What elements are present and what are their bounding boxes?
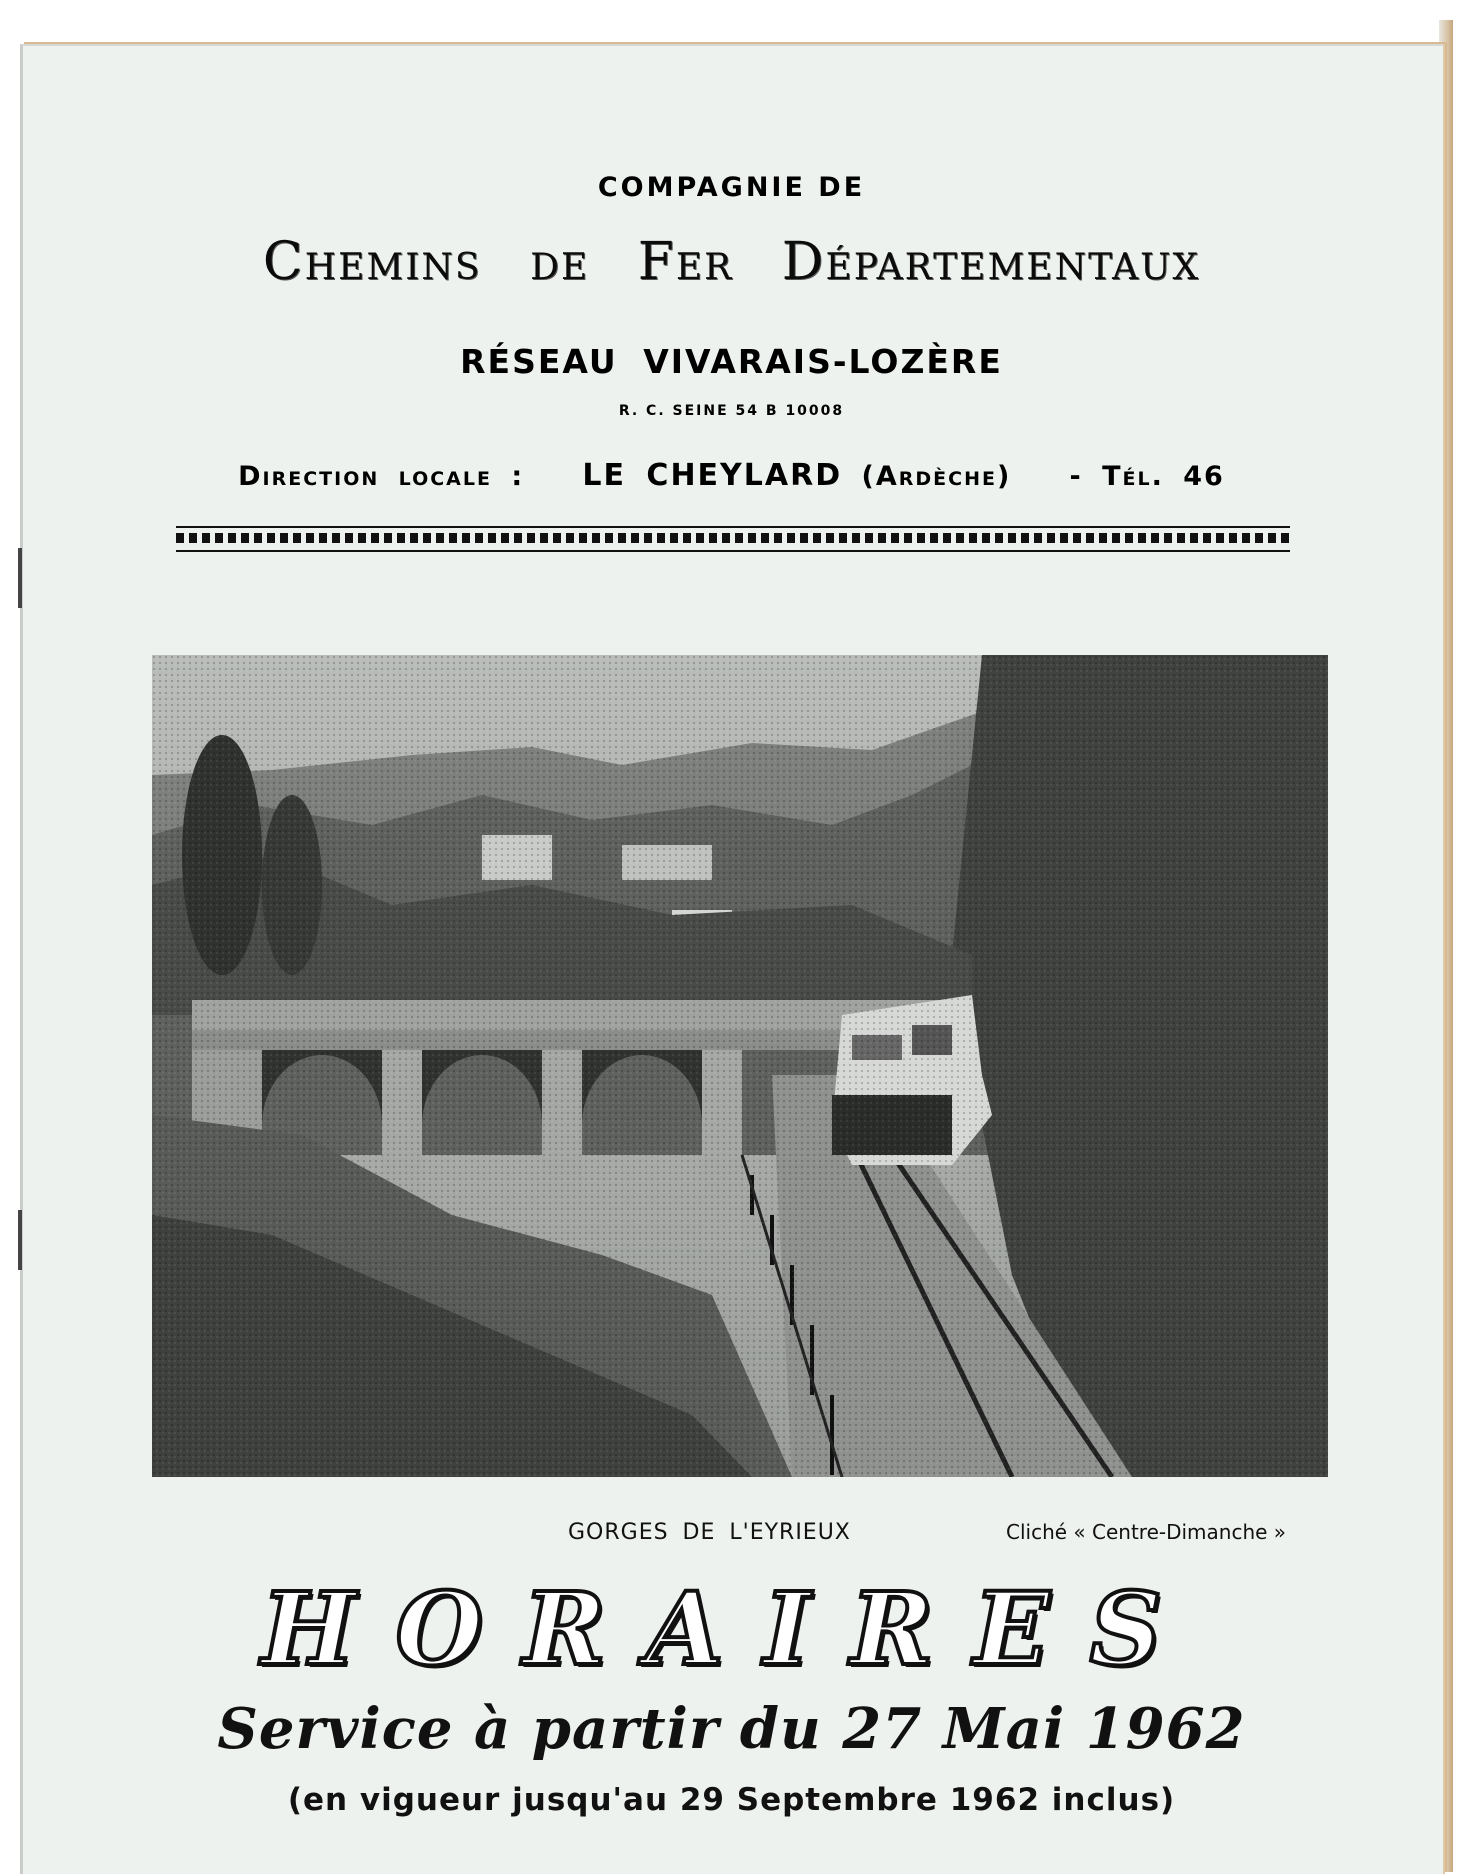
- ornamental-rule: [176, 526, 1290, 552]
- photo-credit: Cliché « Centre-Dimanche »: [1006, 1520, 1287, 1544]
- direction-line: [0, 458, 1463, 493]
- binding-mark: [18, 548, 22, 608]
- company-prefix: COMPAGNIE DE: [597, 172, 866, 203]
- binding-mark: [18, 1210, 22, 1270]
- cover-photo: [152, 655, 1328, 1477]
- direction-city: LE CHEYLARD: [582, 458, 843, 493]
- direction-label: Direction locale :: [238, 461, 525, 492]
- railway-viaduct-photo: [152, 655, 1328, 1477]
- service-date: Service à partir du 27 Mai 1962: [217, 1696, 1246, 1762]
- validity-period: (en vigueur jusqu'au 29 Septembre 1962 inclus): [287, 1782, 1176, 1818]
- company-name: Chemins de Fer Départementaux: [262, 232, 1201, 292]
- direction-phone: - Tél. 46: [1069, 461, 1225, 492]
- photo-caption: GORGES DE L'EYRIEUX: [568, 1520, 851, 1545]
- direction-region: (Ardèche): [861, 461, 1012, 492]
- main-title: HORAIRES: [261, 1570, 1202, 1688]
- network-name: RÉSEAU VIVARAIS-LOZÈRE: [460, 342, 1003, 381]
- registry-number: R. C. SEINE 54 B 10008: [618, 403, 845, 419]
